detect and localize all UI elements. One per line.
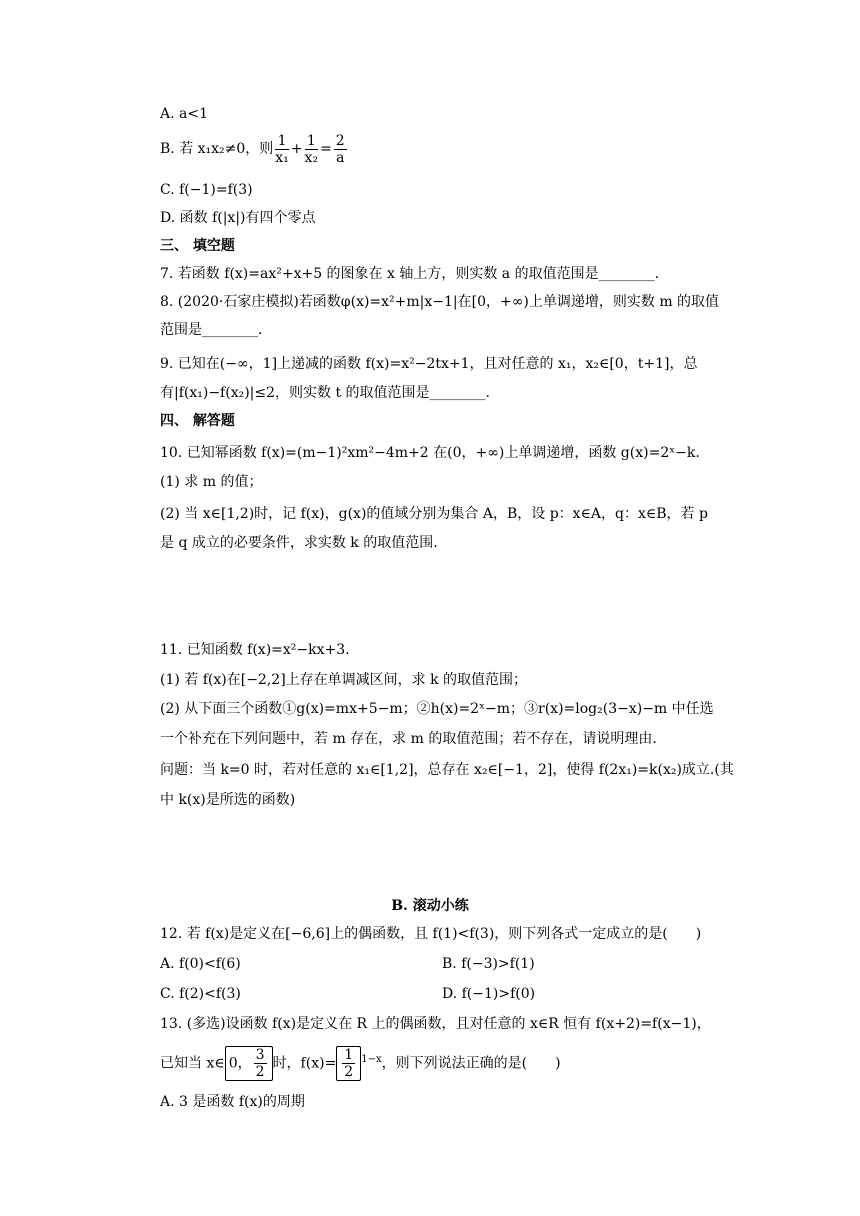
question-12-option-a: A. f(0)<f(6) xyxy=(160,956,241,972)
plus-sign: + xyxy=(290,141,303,157)
question-13-line1: 13. (多选)设函数 f(x)是定义在 R 上的偶函数，且对任意的 x∈R 恒有 f(x+2)=f(x−1)， xyxy=(160,1016,711,1032)
option-c: C. f(−1)=f(3) xyxy=(160,182,253,198)
question-11-part1: (1) 若 f(x)在[−2,2]上存在单调减区间，求 k 的取值范围； xyxy=(160,672,528,688)
question-11-problem-line2: 中 k(x)是所选的函数) xyxy=(160,792,296,808)
question-9-line2: 有|f(x₁)−f(x₂)|≤2，则实数 t 的取值范围是________. xyxy=(160,385,491,401)
question-12-option-d: D. f(−1)>f(0) xyxy=(442,986,536,1002)
question-10-line1: 10. 已知幂函数 f(x)=(m−1)²xm²−4m+2 在(0，+∞)上单调递增，函数 g(x)=2ˣ−k. xyxy=(160,445,700,461)
question-10-part2-line2: 是 q 成立的必要条件，求实数 k 的取值范围. xyxy=(160,535,438,551)
q13-mid: 时，f(x)= xyxy=(272,1055,337,1072)
fraction-1-over-x1: $\frac{1}{\text{x₁}}$ xyxy=(275,132,289,166)
option-b xyxy=(160,132,349,166)
section-heading-fill-blank: 三、 填空题 xyxy=(160,238,235,254)
option-d: D. 函数 f(|x|)有四个零点 xyxy=(160,210,316,226)
section-heading-rolling-practice: B. 滚动小练 xyxy=(391,898,469,914)
question-12: 12. 若 f(x)是定义在[−6,6]上的偶函数，且 f(1)<f(3)，则下列各式一定成立的是( ) xyxy=(160,926,702,942)
question-10-part2-line1: (2) 当 x∈[1,2)时，记 f(x)，g(x)的值域分别为集合 A，B，设 p：x∈A，q：x∈B，若 p xyxy=(160,506,708,522)
question-11-line1: 11. 已知函数 f(x)=x²−kx+3. xyxy=(160,642,350,658)
fraction-1-over-x2: $\frac{1}{\text{x₂}}$ xyxy=(304,132,319,166)
q13-prefix: 已知当 x∈ xyxy=(160,1055,225,1072)
base-bracket: $\frac{1}{2}$ xyxy=(336,1046,361,1081)
interval-bracket: 0， $\frac{3}{2}$ xyxy=(225,1046,273,1081)
question-11-part2-line1: (2) 从下面三个函数①g(x)=mx+5−m；②h(x)=2ˣ−m；③r(x)=log₂(3−x)−m 中任选 xyxy=(160,701,714,717)
question-13-option-a: A. 3 是函数 f(x)的周期 xyxy=(160,1094,305,1110)
question-9-line1: 9. 已知在(−∞，1]上递减的函数 f(x)=x²−2tx+1，且对任意的 x₁，x₂∈[0，t+1]，总 xyxy=(160,356,698,372)
option-b-prefix: B. 若 x₁x₂≠0，则 xyxy=(160,141,274,157)
equals-sign: = xyxy=(320,141,332,157)
question-10-part1: (1) 求 m 的值； xyxy=(160,474,263,490)
question-11-part2-line2: 一个补充在下列问题中，若 m 存在，求 m 的取值范围；若不存在，请说明理由. xyxy=(160,731,657,747)
q13-suffix: ，则下列说法正确的是( ) xyxy=(381,1055,561,1072)
question-7: 7. 若函数 f(x)=ax²+x+5 的图象在 x 轴上方，则实数 a 的取值范围是________. xyxy=(160,266,660,282)
question-11-problem-line1: 问题：当 k=0 时，若对任意的 x₁∈[1,2]，总存在 x₂∈[−1，2]，使得 f(2x₁)=k(x₂)成立.(其 xyxy=(160,762,734,778)
question-12-option-c: C. f(2)<f(3) xyxy=(160,986,241,1002)
section-heading-answers: 四、 解答题 xyxy=(160,413,235,429)
question-13-line2 xyxy=(160,1040,561,1084)
fraction-2-over-a: $\frac{2}{a}$ xyxy=(335,132,345,166)
exponent: 1−x xyxy=(361,1054,382,1065)
question-12-option-b: B. f(−3)>f(1) xyxy=(442,956,535,972)
option-a: A. a<1 xyxy=(160,106,208,122)
question-8-line2: 范围是________. xyxy=(160,322,263,338)
question-8-line1: 8. (2020·石家庄模拟)若函数φ(x)=x²+m|x−1|在[0，+∞)上单调递增，则实数 m 的取值 xyxy=(160,294,720,310)
